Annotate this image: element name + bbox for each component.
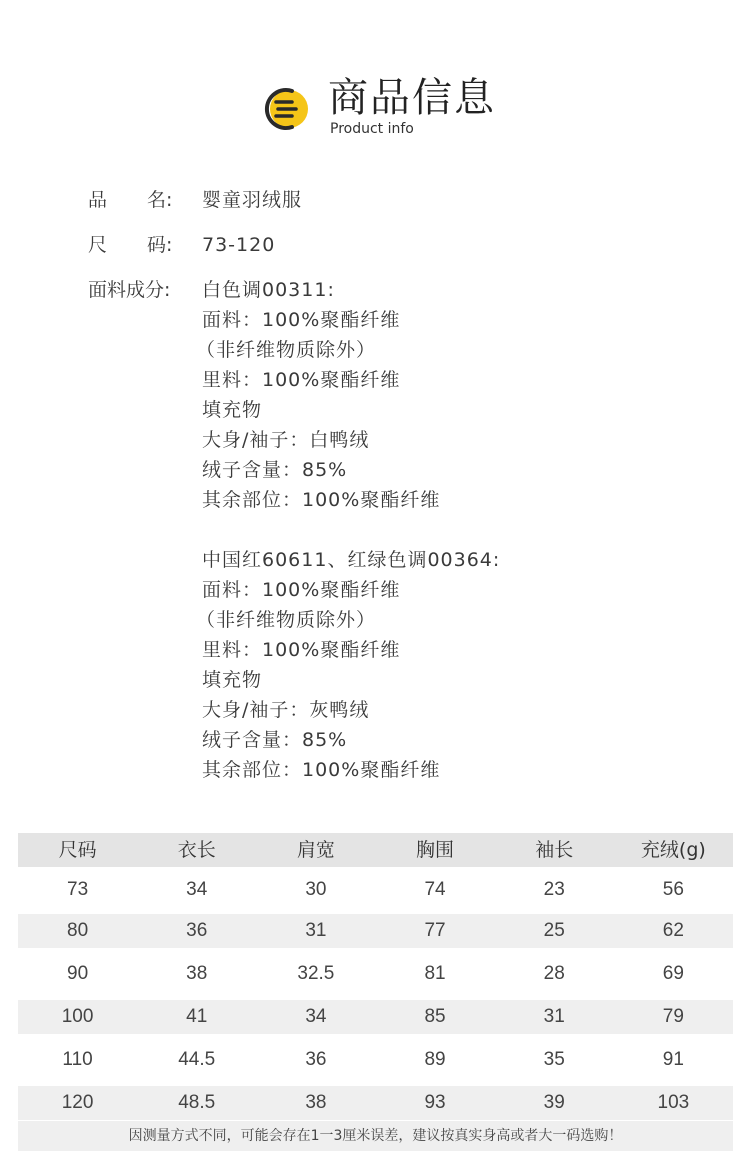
table-row	[18, 1043, 733, 1077]
table-cell: 103	[657, 1092, 690, 1113]
table-header-cell: 充绒(g)	[640, 839, 706, 861]
table-cell: 41	[186, 1006, 208, 1027]
table-header-row	[18, 833, 733, 867]
table-row	[18, 957, 733, 991]
table-header-cell: 尺码	[58, 839, 97, 861]
table-header-cell: 肩宽	[296, 839, 335, 861]
fabric-line: 里料：100%聚酯纤维	[202, 639, 401, 661]
table-row	[18, 1000, 733, 1034]
name-label	[88, 188, 172, 212]
table-cell: 38	[186, 963, 208, 984]
table-cell: 81	[424, 963, 446, 984]
size-value: 73-120	[202, 234, 276, 256]
fabric-line: 面料：100%聚酯纤维	[202, 579, 401, 601]
table-row	[18, 1086, 733, 1120]
size-label-char2: 码	[147, 234, 167, 256]
table-cell: 36	[186, 920, 208, 941]
fabric-line: 填充物	[202, 399, 263, 421]
fabric-line: 其余部位：100%聚酯纤维	[202, 759, 441, 781]
table-row	[18, 873, 733, 907]
table-cell: 48.5	[178, 1092, 216, 1113]
table-cell: 30	[305, 879, 327, 900]
table-cell: 62	[662, 920, 684, 941]
table-cell: 56	[662, 879, 684, 900]
size-table	[18, 833, 733, 1120]
table-row	[18, 914, 733, 948]
table-cell: 73	[67, 879, 89, 900]
table-cell: 44.5	[178, 1049, 216, 1070]
table-cell: 25	[543, 920, 565, 941]
table-cell: 32.5	[297, 963, 335, 984]
size-label-colon: :	[166, 234, 173, 256]
table-cell: 100	[61, 1006, 94, 1027]
fabric-line: 大身/袖子：灰鸭绒	[202, 699, 370, 721]
fabric-line: 里料：100%聚酯纤维	[202, 369, 401, 391]
fabric-group-2	[196, 548, 501, 788]
table-cell: 90	[67, 963, 89, 984]
table-cell: 93	[424, 1092, 446, 1113]
measurement-note: 因测量方式不同，可能会存在1一3厘米误差，建议按真实身高或者大一码选购！	[18, 1121, 733, 1151]
size-label	[88, 233, 172, 257]
size-label-char1: 尺	[88, 234, 108, 256]
table-cell: 34	[305, 1006, 327, 1027]
table-cell: 36	[305, 1049, 327, 1070]
fabric-line: 绒子含量：85%	[202, 459, 348, 481]
table-cell: 91	[662, 1049, 684, 1070]
table-cell: 85	[424, 1006, 446, 1027]
table-cell: 38	[305, 1092, 327, 1113]
name-label-colon: :	[166, 189, 173, 211]
name-label-char1: 品	[88, 189, 108, 211]
table-cell: 23	[543, 879, 565, 900]
fabric-line: 中国红60611、红绿色调00364:	[202, 549, 501, 571]
fabric-line: 其余部位：100%聚酯纤维	[202, 489, 441, 511]
fabric-line: 面料：100%聚酯纤维	[202, 309, 401, 331]
table-cell: 74	[424, 879, 446, 900]
table-header-cell: 衣长	[177, 839, 216, 861]
section-header	[262, 74, 502, 144]
name-value: 婴童羽绒服	[202, 189, 303, 211]
table-cell: 110	[62, 1049, 93, 1070]
fabric-line: （非纤维物质除外）	[196, 339, 377, 361]
table-cell: 80	[67, 920, 89, 941]
page-subtitle: Product info	[330, 121, 414, 137]
fabric-group-1	[196, 278, 441, 518]
table-cell: 34	[186, 879, 208, 900]
table-cell: 89	[424, 1049, 446, 1070]
table-cell: 35	[543, 1049, 565, 1070]
fabric-line: 填充物	[202, 669, 263, 691]
table-cell: 31	[305, 920, 327, 941]
fabric-line: （非纤维物质除外）	[196, 609, 377, 631]
name-label-char2: 名	[147, 189, 167, 211]
table-cell: 79	[662, 1006, 684, 1027]
table-header-cell: 胸围	[416, 839, 455, 861]
document-lines-icon	[262, 84, 312, 134]
fabric-label: 面料成分:	[88, 279, 171, 301]
table-cell: 120	[61, 1092, 94, 1113]
table-cell: 28	[543, 963, 565, 984]
fabric-line: 白色调00311:	[202, 279, 335, 301]
fabric-line: 大身/袖子：白鸭绒	[202, 429, 370, 451]
table-cell: 31	[543, 1006, 565, 1027]
fabric-line: 绒子含量：85%	[202, 729, 348, 751]
table-cell: 77	[424, 920, 446, 941]
page-title: 商品信息	[328, 75, 496, 121]
table-header-cell: 袖长	[535, 839, 574, 861]
table-cell: 39	[543, 1092, 565, 1113]
table-cell: 69	[662, 963, 684, 984]
